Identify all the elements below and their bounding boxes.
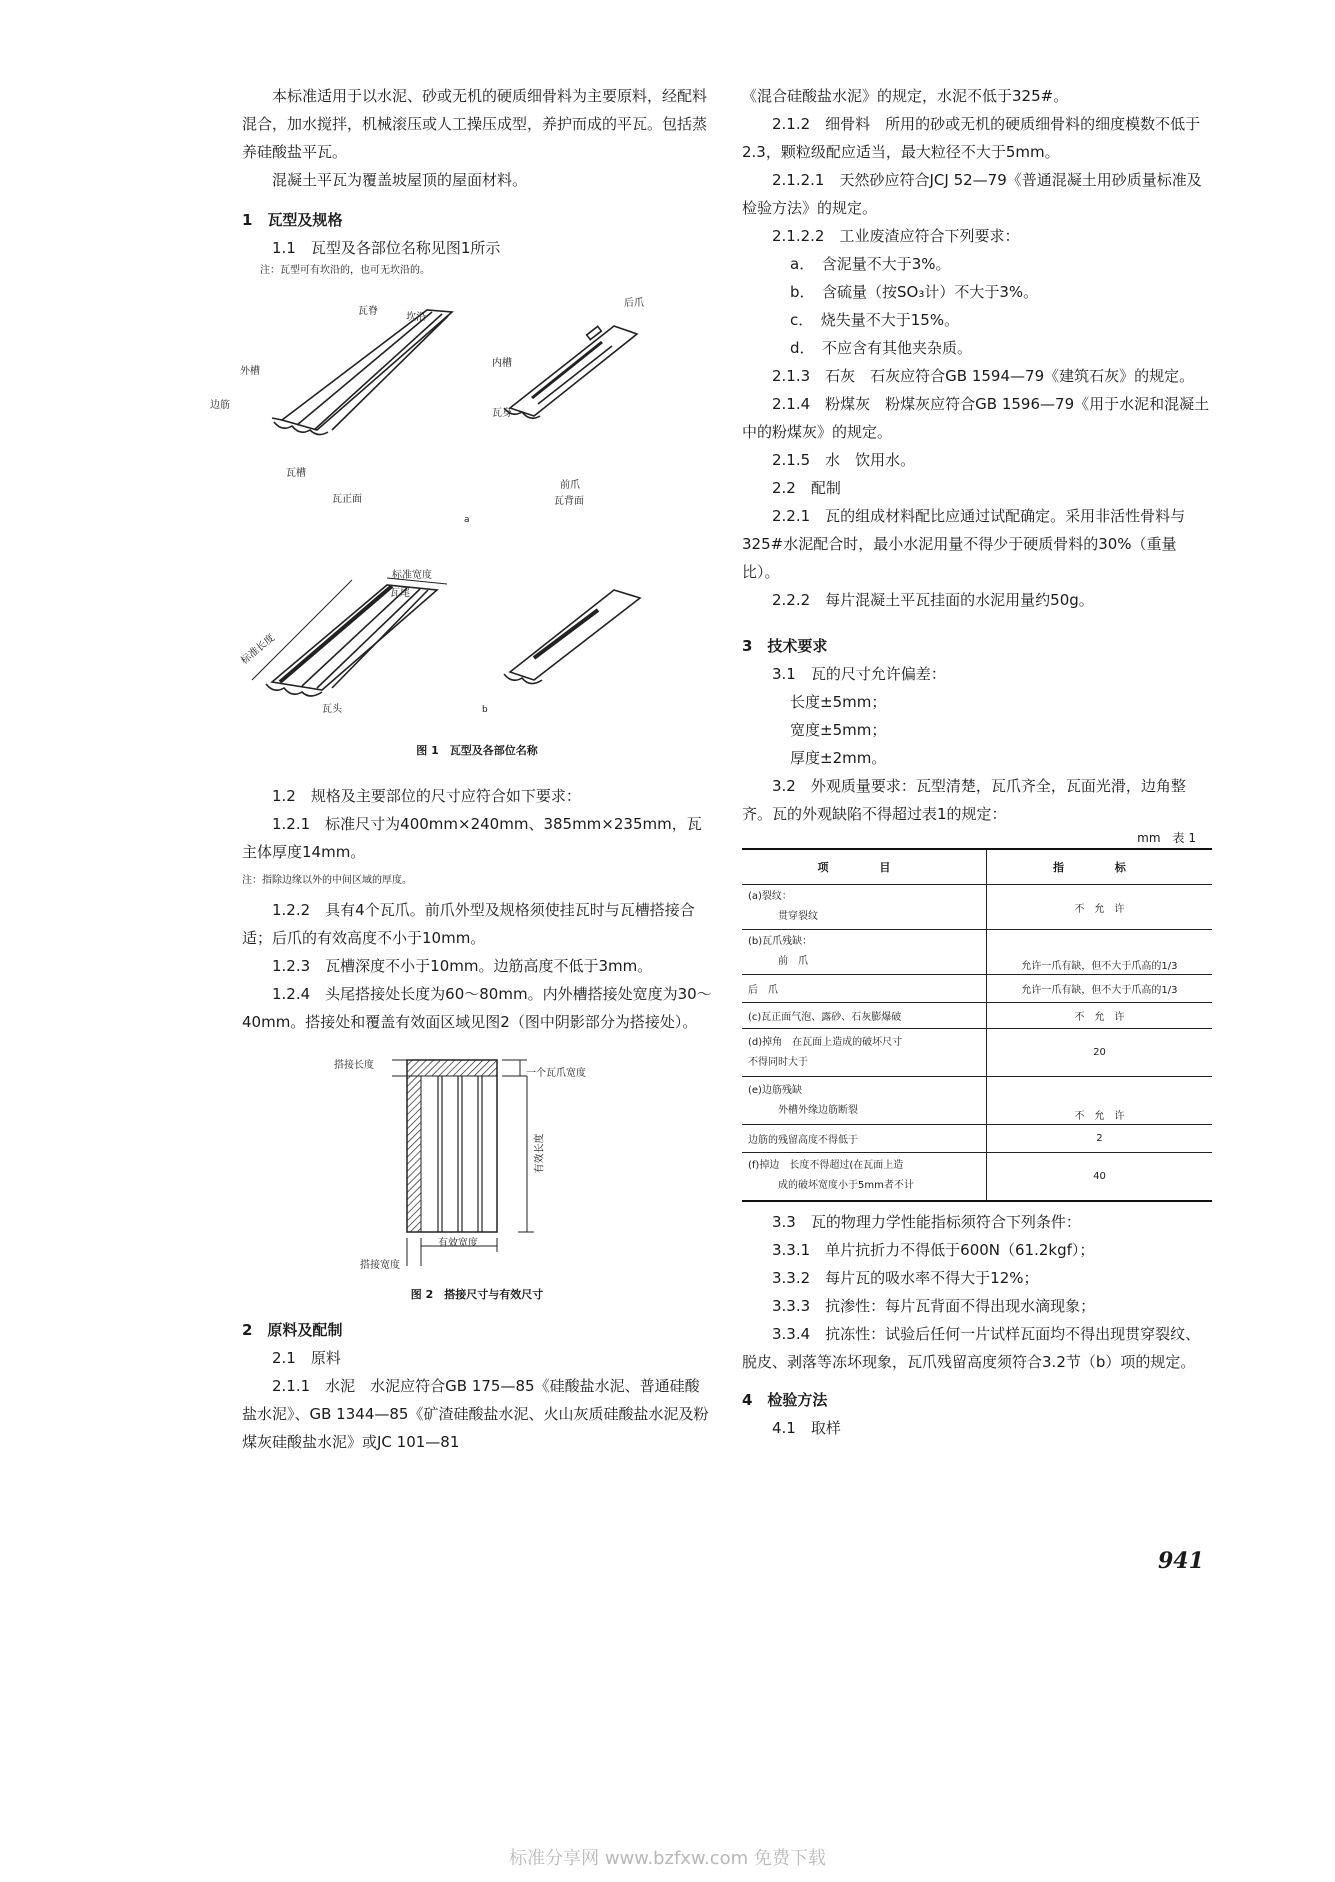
header-index: 指 标: [986, 849, 1212, 885]
clause-3-3-3: 3.3.3 抗渗性：每片瓦背面不得出现水滴现象；: [772, 1296, 1096, 1315]
table-row: [742, 1003, 1212, 1029]
fig1-label-outer-groove: 外槽: [240, 366, 260, 377]
section-4-heading: 4 检验方法: [742, 1390, 828, 1409]
table-row: [742, 885, 1212, 930]
table-row: [742, 930, 1212, 975]
fig1-label-std-width: 标准宽度: [392, 570, 432, 581]
tolerance-length: 长度±5mm；: [790, 693, 887, 711]
table-row: [742, 1125, 1212, 1153]
clause-2-2-1: 2.2.1 瓦的组成材料配比应通过试配确定。采用非活性骨料与325#水泥配合时，最小水泥用量不得少于硬质骨料的30%（重量比）。: [742, 507, 1186, 581]
clause-1-2-4: 1.2.4 头尾搭接处长度为60～80mm。内外槽搭接处宽度为30～40mm。搭接处和覆盖有效面区域见图2（图中阴影部分为搭接处）。: [242, 985, 712, 1031]
req-a: a． 含泥量不大于3%。: [790, 255, 951, 273]
fig1-label-lip: 坎沿: [406, 312, 426, 323]
clause-2-2: 2.2 配制: [772, 479, 841, 497]
fig2-label-eff-length: 有效长度: [534, 1133, 546, 1174]
cell-value: 不 允 许: [986, 885, 1212, 930]
clause-2-2-2: 2.2.2 每片混凝土平瓦挂面的水泥用量约50g。: [772, 591, 1094, 609]
req-c: c． 烧失量不大于15%。: [790, 311, 960, 329]
table-1-unit: mm 表 1: [1137, 831, 1196, 845]
figure-1-drawing: [210, 280, 712, 715]
cell-item: (d)掉角 在瓦面上造成的破坏尺寸: [748, 1036, 903, 1048]
clause-2-1-4: 2.1.4 粉煤灰 粉煤灰应符合GB 1596—79《用于水泥和混凝土中的粉煤灰》的规定。: [742, 395, 1210, 441]
cell-value: 40: [986, 1153, 1212, 1201]
fig1-label-inner-groove: 内槽: [492, 358, 512, 369]
clause-2-1-2: 2.1.2 细骨料 所用的砂或无机的硬质细骨料的细度模数不低于2.3，颗粒级配应适当，最大粒径不大于5mm。: [742, 115, 1201, 161]
req-d: d． 不应含有其他夹杂质。: [790, 339, 973, 357]
right-column: [742, 82, 1212, 1442]
cell-item: 贯穿裂纹: [778, 911, 818, 922]
table-1: [742, 848, 1212, 1202]
cell-item: 成的破坏宽度小于5mm者不计: [778, 1180, 914, 1192]
section-1-heading: 1 瓦型及规格: [242, 211, 343, 229]
cell-item: 外槽外缘边筋断裂: [778, 1104, 858, 1116]
clause-2-1-1: 2.1.1 水泥 水泥应符合GB 175—85《硅酸盐水泥、普通硅酸盐水泥》、GB 1344—85《矿渣硅酸盐水泥、火山灰质硅酸盐水泥及粉煤灰硅酸盐水泥》或JC 101—81: [242, 1377, 709, 1451]
figure-1-caption: 图 1 瓦型及各部位名称: [416, 744, 538, 757]
cell-value: 20: [986, 1029, 1212, 1077]
cell-item: (b)瓦爪残缺：: [748, 936, 813, 947]
cell-item: (f)掉边 长度不得超过(在瓦面上造: [748, 1160, 904, 1172]
clause-1-2-1-note: 注：指除边缘以外的中间区域的厚度。: [242, 875, 412, 886]
fig1-label-a: a: [464, 515, 470, 525]
figure-2-caption: 图 2 搭接尺寸与有效尺寸: [410, 1288, 544, 1301]
cell-item: 不得同时大于: [748, 1056, 808, 1068]
clause-4-1: 4.1 取样: [772, 1418, 841, 1437]
fig2-label-lap-length: 搭接长度: [334, 1060, 374, 1071]
fig1-label-front-face: 瓦正面: [332, 494, 362, 505]
fig1-label-ridge: 瓦脊: [358, 306, 378, 317]
clause-1-2-3: 1.2.3 瓦槽深度不小于10mm。边筋高度不低于3mm。: [272, 957, 653, 975]
header-item: 项 目: [742, 849, 986, 885]
clause-3-1: 3.1 瓦的尺寸允许偏差：: [772, 665, 946, 683]
clause-2-1-3: 2.1.3 石灰 石灰应符合GB 1594—79《建筑石灰》的规定。: [772, 367, 1195, 385]
fig1-label-std-length: 标准长度: [239, 632, 277, 667]
fig1-label-b: b: [482, 705, 488, 715]
cell-value: 不 允 许: [986, 1003, 1212, 1029]
cell-item: (c)瓦正面气泡、露砂、石灰膨爆破: [742, 1003, 986, 1029]
table-row: [742, 1153, 1212, 1201]
cell-item: 后 爪: [742, 975, 986, 1003]
clause-2-1-1-cont: 《混合硅酸盐水泥》的规定，水泥不低于325#。: [742, 87, 1069, 105]
fig1-label-rear-claw: 后爪: [624, 298, 644, 309]
clause-3-3: 3.3 瓦的物理力学性能指标须符合下列条件：: [772, 1212, 1081, 1231]
table-row: [742, 975, 1212, 1003]
clause-3-3-4: 3.3.4 抗冻性：试验后任何一片试样瓦面均不得出现贯穿裂纹、脱皮、剥落等冻坏现象，瓦爪残留高度须符合3.2节（b）项的规定。: [742, 1324, 1201, 1371]
page-number: 941: [1158, 1548, 1204, 1574]
clause-1-1-note: 注：瓦型可有坎沿的，也可无坎沿的。: [260, 265, 430, 276]
table-row: [742, 1029, 1212, 1077]
clause-2-1-2-2: 2.1.2.2 工业废渣应符合下列要求：: [772, 227, 1020, 245]
fig1-label-tile-groove: 瓦槽: [286, 468, 306, 479]
table-row: [742, 1077, 1212, 1125]
fig2-label-lap-width: 搭接宽度: [360, 1260, 400, 1271]
cell-item: (e)边筋残缺: [748, 1084, 802, 1096]
cell-value: 允许一爪有缺，但不大于爪高的1/3: [986, 930, 1212, 975]
fig2-label-claw-width: 一个瓦爪宽度: [526, 1068, 586, 1079]
tolerance-thickness: 厚度±2mm。: [790, 749, 887, 767]
intro-paragraph-2: 混凝土平瓦为覆盖坡屋顶的屋面材料。: [272, 171, 528, 189]
cell-item: 边筋的残留高度不得低于: [742, 1125, 986, 1153]
section-2-heading: 2 原料及配制: [242, 1321, 343, 1339]
tolerance-width: 宽度±5mm；: [790, 721, 887, 739]
clause-3-3-1: 3.3.1 单片抗折力不得低于600N（61.2kgf）；: [772, 1240, 1095, 1259]
clause-2-1-5: 2.1.5 水 饮用水。: [772, 451, 916, 469]
clause-2-1: 2.1 原料: [272, 1349, 341, 1367]
clause-1-1: 1.1 瓦型及各部位名称见图1所示: [272, 239, 501, 257]
cell-value: 允许一爪有缺，但不大于爪高的1/3: [986, 975, 1212, 1003]
clause-3-3-2: 3.3.2 每片瓦的吸水率不得大于12%；: [772, 1268, 1039, 1287]
fig1-label-head: 瓦头: [322, 704, 342, 715]
fig2-label-eff-width: 有效宽度: [438, 1238, 478, 1249]
fig1-label-body: 瓦身: [492, 408, 512, 419]
fig1-label-edge-rib: 边筋: [210, 400, 230, 411]
cell-value: 2: [986, 1125, 1212, 1153]
clause-1-2: 1.2 规格及主要部位的尺寸应符合如下要求：: [272, 787, 581, 805]
fig1-label-tail: 瓦尾: [390, 588, 410, 599]
cell-value: 不 允 许: [986, 1077, 1212, 1125]
clause-2-1-2-1: 2.1.2.1 天然砂应符合JCJ 52—79《普通混凝土用砂质量标准及检验方法》的规定。: [742, 171, 1202, 217]
table-header-row: [742, 849, 1212, 885]
cell-item: (a)裂纹：: [748, 891, 792, 902]
figure-2: [242, 1046, 712, 1276]
fig1-label-front-claw: 前爪: [560, 480, 580, 491]
figure-1: [210, 280, 712, 715]
left-column: [210, 82, 712, 1456]
cell-item: 前 爪: [778, 956, 808, 967]
fig1-label-back-face: 瓦背面: [554, 496, 584, 507]
req-b: b． 含硫量（按SO₃计）不大于3%。: [790, 283, 1039, 301]
clause-1-2-1: 1.2.1 标准尺寸为400mm×240mm、385mm×235mm，瓦主体厚度14mm。: [242, 815, 702, 861]
clause-1-2-2: 1.2.2 具有4个瓦爪。前爪外型及规格须使挂瓦时与瓦槽搭接合适；后爪的有效高度不小于10mm。: [242, 901, 695, 947]
clause-3-2: 3.2 外观质量要求：瓦型清楚，瓦爪齐全，瓦面光滑，边角整齐。瓦的外观缺陷不得超过表1的规定：: [742, 777, 1186, 823]
watermark: 标准分享网 www.bzfxw.com 免费下载: [509, 1848, 826, 1869]
intro-paragraph: 本标准适用于以水泥、砂或无机的硬质细骨料为主要原料，经配料混合，加水搅拌，机械滚压或人工操压成型，养护而成的平瓦。包括蒸养硅酸盐平瓦。: [242, 87, 708, 161]
section-3-heading: 3 技术要求: [742, 637, 828, 655]
